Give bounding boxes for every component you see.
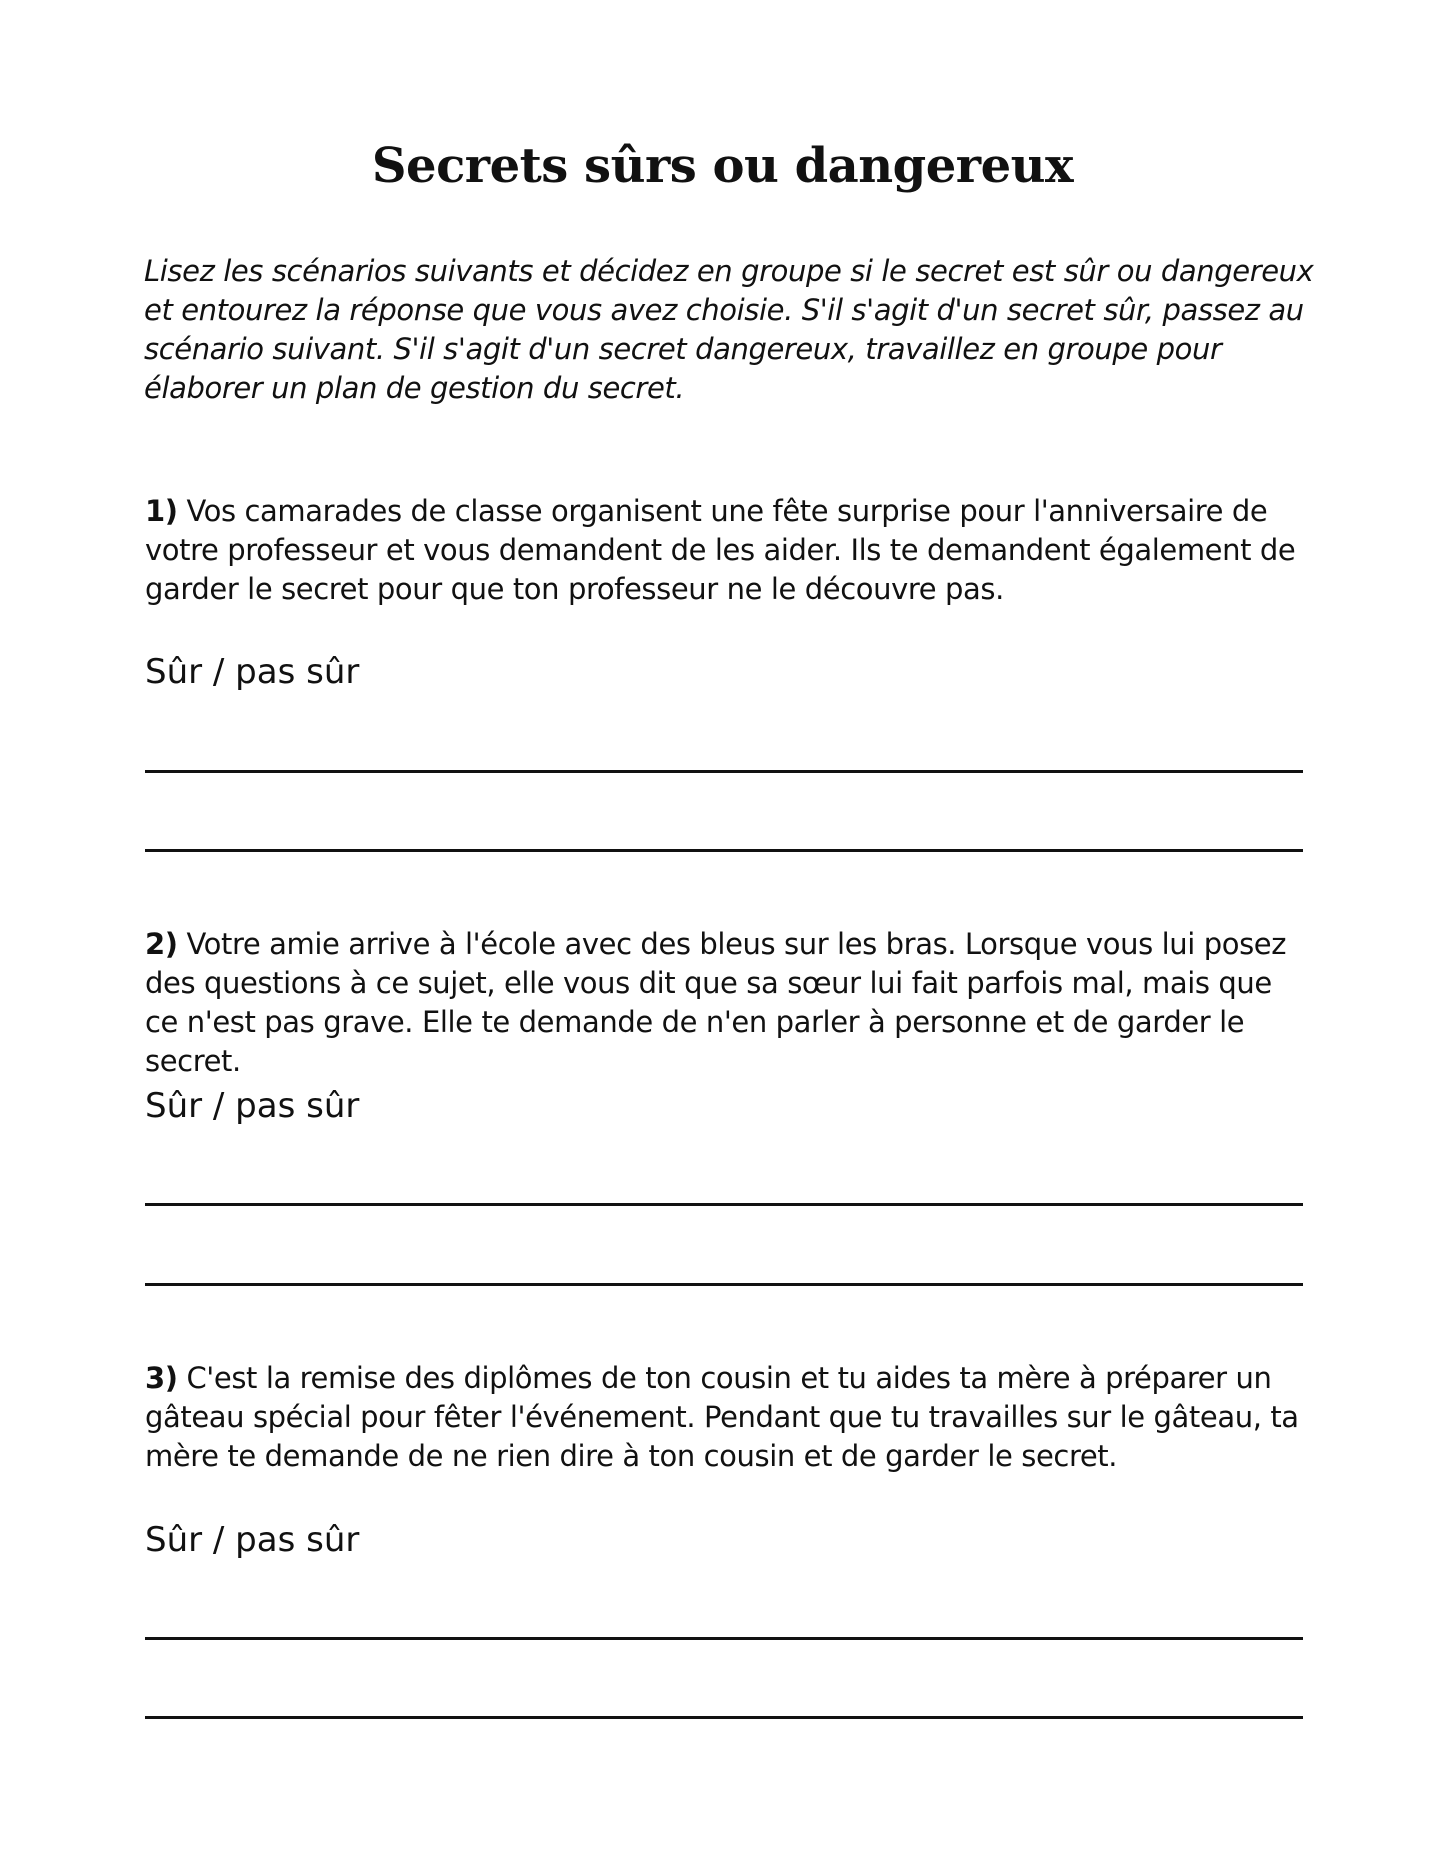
safe-unsafe-choice-1[interactable]: Sûr / pas sûr bbox=[145, 652, 360, 692]
answer-line-2b[interactable] bbox=[145, 1283, 1303, 1286]
scenario-1 bbox=[145, 492, 1305, 609]
scenario-body: Vos camarades de classe organisent une fête surprise pour l'anniversaire de votre professeur et vous demandent de les aider. Ils te demandent également de garder le secret pour que ton professeur ne le découvre pas. bbox=[145, 494, 1296, 606]
answer-line-3a[interactable] bbox=[145, 1637, 1303, 1640]
scenario-body: C'est la remise des diplômes de ton cousin et tu aides ta mère à préparer un gâteau spécial pour fêter l'événement. Pendant que tu travailles sur le gâteau, ta mère te demande de ne rien dire à ton cousin et de garder le secret. bbox=[145, 1361, 1299, 1473]
answer-line-2a[interactable] bbox=[145, 1203, 1303, 1206]
answer-line-3b[interactable] bbox=[145, 1716, 1303, 1719]
scenario-number: 3) bbox=[145, 1361, 178, 1395]
scenario-number: 1) bbox=[145, 494, 178, 528]
scenario-2 bbox=[145, 925, 1305, 1081]
scenario-number: 2) bbox=[145, 927, 178, 961]
page-title: Secrets sûrs ou dangereux bbox=[371, 138, 1074, 194]
safe-unsafe-choice-3[interactable]: Sûr / pas sûr bbox=[145, 1520, 360, 1560]
safe-unsafe-choice-2[interactable]: Sûr / pas sûr bbox=[145, 1086, 360, 1126]
scenario-text bbox=[145, 492, 1305, 609]
scenario-text bbox=[145, 925, 1305, 1081]
scenario-body: Votre amie arrive à l'école avec des bleus sur les bras. Lorsque vous lui posez des questions à ce sujet, elle vous dit que sa sœur lui fait parfois mal, mais que ce n'est pas grave. Elle te demande de n'en parler à personne et de garder le secret. bbox=[145, 927, 1287, 1078]
scenario-3 bbox=[145, 1359, 1305, 1476]
scenario-text bbox=[145, 1359, 1305, 1476]
answer-line-1b[interactable] bbox=[145, 849, 1303, 852]
answer-line-1a[interactable] bbox=[145, 770, 1303, 773]
instructions-text: Lisez les scénarios suivants et décidez en groupe si le secret est sûr ou dangereux et entourez la réponse que vous avez choisie. S'il s'agit d'un secret sûr, passez au scénario suivant. S'il s'agit d'un secret dangereux, travaillez en groupe pour élaborer un plan de gestion du secret. bbox=[144, 254, 1314, 405]
